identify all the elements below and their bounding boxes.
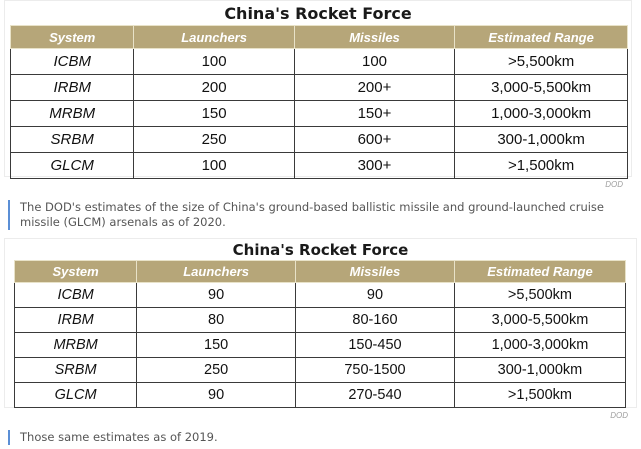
cell-range: 1,000-3,000km (455, 101, 628, 127)
table-row (15, 383, 626, 408)
table-row (11, 127, 628, 153)
table-row (15, 358, 626, 383)
cell-launchers: 90 (137, 283, 296, 308)
table-title: China's Rocket Force (232, 241, 409, 259)
cell-system: ICBM (15, 283, 137, 308)
cell-missiles: 150+ (294, 101, 454, 127)
cell-missiles: 90 (296, 283, 455, 308)
table-row (15, 283, 626, 308)
table-row (11, 75, 628, 101)
cell-launchers: 150 (137, 333, 296, 358)
cell-missiles: 200+ (294, 75, 454, 101)
cell-missiles: 150-450 (296, 333, 455, 358)
column-header-estimated-range: Estimated Range (455, 26, 628, 49)
column-header-estimated-range: Estimated Range (454, 261, 625, 283)
cell-range: 300-1,000km (455, 127, 628, 153)
cell-system: IRBM (11, 75, 134, 101)
cell-missiles: 100 (294, 49, 454, 75)
cell-launchers: 100 (134, 49, 294, 75)
column-header-launchers: Launchers (134, 26, 294, 49)
figure-image-2020 (4, 0, 632, 189)
image-credit: DOD (605, 180, 623, 189)
table-row (11, 153, 628, 179)
table-title: China's Rocket Force (224, 4, 412, 23)
cell-range: 1,000-3,000km (454, 333, 625, 358)
cell-missiles: 300+ (294, 153, 454, 179)
image-credit: DOD (610, 411, 628, 420)
column-header-launchers: Launchers (137, 261, 296, 283)
figure-image-2019 (4, 238, 637, 420)
cell-missiles: 600+ (294, 127, 454, 153)
column-header-system: System (11, 26, 134, 49)
cell-range: >1,500km (455, 153, 628, 179)
cell-launchers: 250 (137, 358, 296, 383)
rocket-force-table-2020 (10, 25, 628, 179)
cell-launchers: 200 (134, 75, 294, 101)
cell-missiles: 270-540 (296, 383, 455, 408)
figure-caption-2020: The DOD's estimates of the size of China's ground-based ballistic missile and ground-launched cruise missile (GLCM) arsenals as of 2020. (8, 200, 638, 230)
cell-launchers: 250 (134, 127, 294, 153)
cell-range: 3,000-5,500km (455, 75, 628, 101)
cell-launchers: 80 (137, 308, 296, 333)
table-row (11, 101, 628, 127)
table-header-row (11, 26, 628, 49)
cell-missiles: 80-160 (296, 308, 455, 333)
cell-range: 3,000-5,500km (454, 308, 625, 333)
cell-launchers: 100 (134, 153, 294, 179)
cell-system: MRBM (15, 333, 137, 358)
cell-system: GLCM (15, 383, 137, 408)
table-header-row (15, 261, 626, 283)
column-header-missiles: Missiles (296, 261, 455, 283)
cell-range: >5,500km (455, 49, 628, 75)
cell-system: IRBM (15, 308, 137, 333)
column-header-system: System (15, 261, 137, 283)
cell-system: SRBM (11, 127, 134, 153)
column-header-missiles: Missiles (294, 26, 454, 49)
cell-range: >5,500km (454, 283, 625, 308)
cell-launchers: 90 (137, 383, 296, 408)
table-row (15, 333, 626, 358)
cell-system: ICBM (11, 49, 134, 75)
rocket-force-table-2019 (14, 260, 626, 408)
cell-system: SRBM (15, 358, 137, 383)
cell-range: >1,500km (454, 383, 625, 408)
table-row (11, 49, 628, 75)
figure-caption-2019: Those same estimates as of 2019. (8, 430, 638, 445)
cell-range: 300-1,000km (454, 358, 625, 383)
cell-missiles: 750-1500 (296, 358, 455, 383)
cell-launchers: 150 (134, 101, 294, 127)
cell-system: GLCM (11, 153, 134, 179)
cell-system: MRBM (11, 101, 134, 127)
table-row (15, 308, 626, 333)
